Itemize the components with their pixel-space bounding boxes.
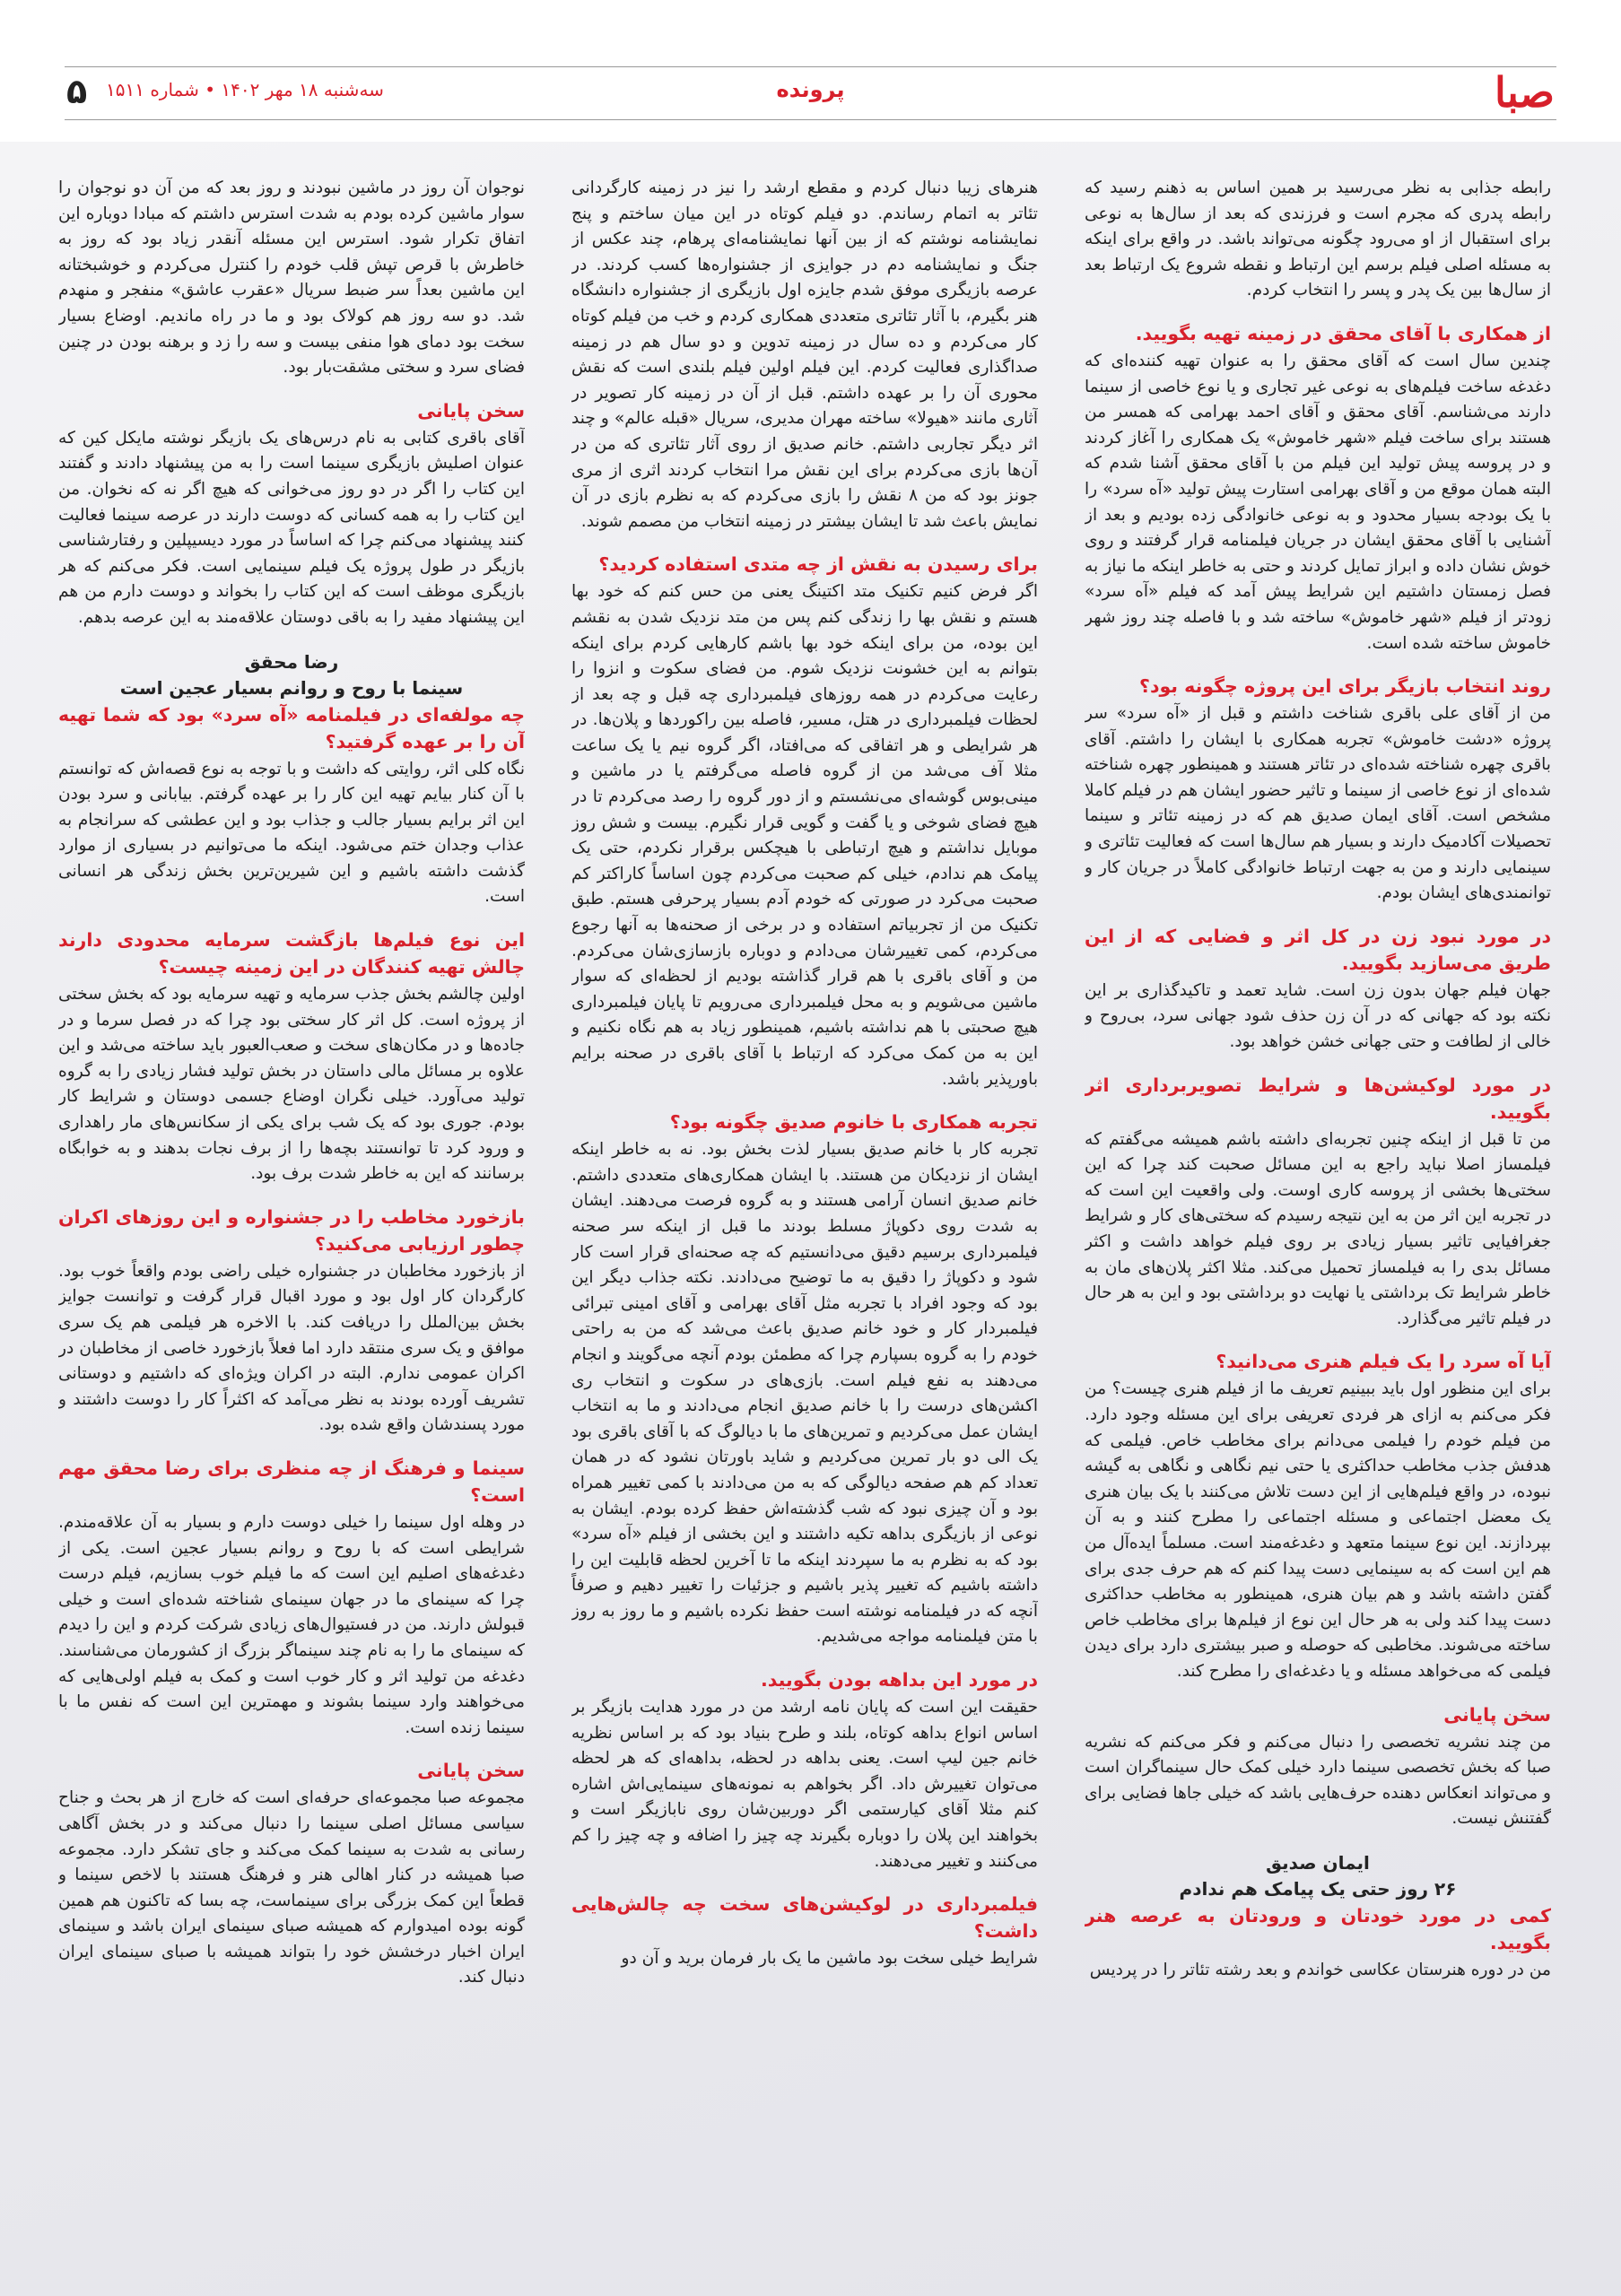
question-heading: در مورد نبود زن در کل اثر و فضایی که از این طریق می‌سازید بگویید. — [1085, 925, 1551, 974]
paragraph: شرایط خیلی سخت بود ماشین ما یک بار فرمان برید و آن دو — [621, 1949, 1038, 1969]
question-heading: از همکاری با آقای محقق در زمینه تهیه بگویید. — [1135, 322, 1551, 344]
paragraph: مجموعه صبا مجموعه‌ای حرفه‌ای است که خارج از هر بحث و جناح سیاسی مسائل اصلی سینما را دنبال می‌کند و در بخش آگاهی رسانی به شدت به سینما کمک می‌کند و جای تشکر دارد. مجموعه صبا همیشه در کنار اهالی هنر و فرهنگ هستند با لاخص سینما و قطعاً این کمک بزرگی برای سینماست، چه بسا که تاکنون هم همین گونه بوده امیدوارم که همیشه صبای سینمای ایران باشد و سینمای ایران اخبار درخشش خود را بتواند همیشه با صبای سینمای ایران دنبال کند. — [58, 1788, 525, 1987]
column-left — [58, 176, 525, 2266]
paragraph: جهان فیلم جهان بدون زن است. شاید تعمد و تاکیدگذاری بر این نکته بود که جهانی که در آن زن حذف شود جهانی سرد، بی‌روح و خالی از لطافت و حتی جهانی خشن خواهد بود. — [1085, 980, 1551, 1052]
question-heading: روند انتخاب بازیگر برای این پروژه چگونه بود؟ — [1139, 675, 1551, 698]
paragraph: حقیقت این است که پایان نامه ارشد من در مورد هدایت بازیگر بر اساس انواع بداهه کوتاه، بلند و طرح بنیاد بود که بر اساس نظریه خانم جین لیپ است. یعنی بداهه در لحظه، بداهه‌ای که هر لحظه می‌توان تغییرش داد. اگر بخواهم به نمونه‌های سینمایی‌اش اشاره کنم مثلا آقای کیارستمی اگر دوربین‌شان روی نابازیگر است و بخواهند این پلان را دوباره بگیرند چه چیز را اضافه و چه چیز را کم می‌کنند و تغییر می‌دهند. — [571, 1698, 1038, 1871]
interview-kicker: ۲۶ روز حتی یک پیامک هم ندادم — [1179, 1877, 1457, 1900]
question-heading: تجربه همکاری با خانوم صدیق چگونه بود؟ — [669, 1111, 1038, 1134]
paragraph: من از آقای علی باقری شناخت داشتم و قبل از «آه سرد» سر پروژه «دشت خاموش» تجربه همکاری با ایشان را داشتم. آقای باقری چهره شناخته شده‌ای در تئاتر هستند و همینطور چهره شناخته شده‌ای از نوع خاصی از سینما و تاثیر حضور ایشان هم در فیلم کاملا مشخص است. آقای ایمان صدیق هم که در زمینه تئاتر و سینما تحصیلات آکادمیک دارند و بسیار هم سال‌ها است که فعالیت تئاتری و سینمایی دارند و من به جهت ارتباط خانوادگی کاملاً در جریان کار و توانمندی‌های ایشان بودم. — [1085, 704, 1551, 903]
paragraph: اگر فرض کنیم تکنیک متد اکتینگ یعنی من حس کنم که خود بها هستم و نقش بها را زندگی کنم پس من متد نزدیک شدن به نقشم این بوده، من برای اینکه خود بها باشم کارهایی کردم برای اینکه بتوانم به این خشونت نزدیک شوم. من فضای سکوت و انزوا را رعایت می‌کردم در همه روزهای فیلمبرداری چه قبل و چه بعد از لحظات فیلمبرداری در هتل، مسیر، فاصله بین راکوردها و پلان‌ها. در هر شرایطی و هر اتفاقی که می‌افتاد، اگر گروه نیم یا یک ساعت مثلا آف می‌شد من از گروه فاصله می‌گرفتم یا در ماشین و مینی‌بوس گوشه‌ای می‌نشستم و از دور گروه را رصد می‌کردم تا در هیچ فضای شوخی و یا گفت و گویی قرار نگیرم. بیست و شش روز موبایل نداشتم و هیچ ارتباطی با هیچکس برقرار نکردم، حتی یک پیامک هم ندادم، خیلی کم صحبت می‌کردم چون اساساً کاراکتر کم صحبت می‌کرد در صورتی که خودم آدم بسیار پرحرفی هستم. طبق تکنیک من از تجربیاتم استفاده و در برخی از صحنه‌ها به آنها رجوع می‌کردم، کمی تغییرشان می‌دادم و دوباره بازسازی‌شان می‌کردم. من و آقای باقری با هم قرار گذاشته بودیم از لحظه‌ای که سوار ماشین می‌شویم و به محل فیلمبرداری می‌رویم تا پایان فیلمبرداری هیچ صحبتی با هم نداشته باشیم، همینطور زیاد به هم نگاه نکنیم و این به من کمک می‌کرد که ارتباط با آقای باقری در صحنه برایم باورپذیر باشد. — [571, 582, 1038, 1089]
page-number: ۵ — [66, 72, 88, 111]
paragraph: اولین چالشم بخش جذب سرمایه و تهیه سرمایه بود که بخش سختی از پروژه است. کل اثر کار سختی بود چرا که در فصل سرما و در جاده‌ها و در مکان‌های سخت و صعب‌العبور باید ساخته می‌شد و این علاوه بر مسائل مالی داستان در بخش تولید فشار زیادی را به گروه تولید می‌آورد. خیلی نگران اوضاع جسمی دوستان و شرایط کار بودم. جوری بود که یک شب برای یکی از سکانس‌های مار راهداری و ورود کرد تا توانستند بچه‌ها را از برف نجات بدهند و به خوابگاه برسانند که این به خاطر شدت برف بود. — [58, 985, 525, 1184]
section-title: پرونده — [776, 77, 845, 102]
paragraph: آقای باقری کتابی به نام درس‌های یک بازیگر نوشته مایکل کین که عنوان اصلیش بازیگری سینما است را به من پیشنهاد دادند و گفتند این کتاب را اگر در دو روز می‌خوانی که هیچ اگر نه که نخوان. من این کتاب را به همه کسانی که دوست دارند در عرصه سینما فعالیت کنند پیشنهاد می‌کنم چرا که اساساً در مورد دیسیپلین و رفتارشناسی بازیگر در طول پروژه یک فیلم سینمایی است. فکر می‌کنم که هر بازیگری موظف است که این کتاب را بخواند و دوست دارم من هم این پیشنهاد مفید را به باقی دوستان علاقه‌مند به این عرصه بدهم. — [58, 428, 525, 627]
paragraph: من در دوره هنرستان عکاسی خواندم و بعد رشته تئاتر را در پردیس — [1089, 1960, 1551, 1979]
interviewee-name: ایمان صدیق — [1266, 1851, 1370, 1874]
question-heading: سینما و فرهنگ از چه منظری برای رضا محقق مهم است؟ — [58, 1457, 525, 1506]
question-heading: چه مولفه‌ای در فیلمنامه «آه سرد» بود که شما تهیه آن را بر عهده گرفتید؟ — [58, 703, 525, 752]
question-heading: برای رسیدن به نقش از چه متدی استفاده کردید؟ — [598, 553, 1038, 576]
page-header — [0, 0, 1621, 142]
paragraph: تجربه کار با خانم صدیق بسیار لذت بخش بود. نه به خاطر اینکه ایشان از نزدیکان من هستند. با ایشان همکاری‌های متعددی داشتم. خانم صدیق انسان آرامی هستند و به گروه فرصت می‌دهند. ایشان به شدت روی دکوپاژ مسلط بودند ما قبل از اینکه سر صحنه فیلمبرداری برسیم دقیق می‌دانستیم که چه صحنه‌ای قرار است کار شود و دکوپاژ را دقیق به ما توضیح می‌دادند. نکته جذاب دیگر این بود که وجود افراد با تجربه مثل آقای بهرامی و آقای امینی تبرائی فیلمبردار کار و خود خانم صدیق باعث می‌شد که من به راحتی خودم را به گروه بسپارم چرا که مطمئن بودم آنچه می‌گویند و انجام می‌دهند به نفع فیلم است. بازی‌های در سکوت و انتخاب ری اکشن‌های درست را با خانم صدیق انجام می‌دادند و ما به انتخاب ایشان عمل می‌کردیم و تمرین‌های ما با دیالوگ که با آقای باقری بود یک الی دو بار تمرین می‌کردیم و شاید باورتان نشود که در همان تعداد کم هم صفحه دیالوگی که به من می‌دادند با کمی تغییر همراه بود و آن چیزی نبود که شب گذشته‌اش حفظ کرده بودم. ایشان به نوعی از بازیگری بداهه تکیه داشتند و این بخشی از فیلم «آه سرد» بود که به نظرم به ما سپردند اینکه ما تا آخرین لحظه قابلیت این را داشته باشیم که تغییر پذیر باشیم و جزئیات را تغییر دهیم و صرفاً آنچه که در فیلمنامه نوشته است حفظ نکرده باشیم و ما روز به روز با متن فیلمنامه مواجه می‌شدیم. — [571, 1140, 1038, 1647]
paragraph: نوجوان آن روز در ماشین نبودند و روز بعد که من آن دو نوجوان را سوار ماشین کرده بودم به شدت استرس داشتم که مبادا دوباره این اتفاق تکرار شود. استرس این مسئله آنقدر زیاد بود که روز به خاطرش با قرص تپش قلب خودم را کنترل می‌کردم و خوشبختانه این ماشین بعداً سر ضبط سریال «عقرب عاشق» منفجر و منهدم شد. دو سه روز هم کولاک بود و ما در راه ماندیم. اوضاع بسیار سخت بود دمای هوا منفی بیست و سه را زد و برهنه بودن در چنین فضای سرد و سختی مشقت‌بار بود. — [58, 178, 525, 378]
header-rule-bottom — [65, 119, 1556, 120]
paragraph: نگاه کلی اثر، روایتی که داشت و با توجه به نوع قصه‌اش که توانستم با آن کنار بیایم تهیه این کار را بر عهده گرفتم. بیابانی و سرد بودن این اثر برایم بسیار جالب و جذاب بود و این عطشی که سرانجام به عذاب وجدان ختم می‌شود. اینکه ما می‌توانیم در بسیاری از موارد گذشت داشته باشیم و این شیرین‌ترین بخش زندگی هر انسانی است. — [58, 759, 525, 907]
paragraph: برای این منظور اول باید ببینیم تعریف ما از فیلم هنری چیست؟ من فکر می‌کنم به ازای هر فردی تعریفی برای این مسئله وجود دارد. من فیلم خودم را فیلمی می‌دانم برای مخاطب خاص. فیلمی که هدفش جذب مخاطب حداکثری یا حتی نیم نگاهی و نگاهی به گیشه نبوده، در واقع فیلم‌هایی از این دست تلاش می‌کنند با یک بیان هنری یک معضل اجتماعی و مسئله اجتماعی را مطرح کنند و به آن بپردازند. این نوع سینما متعهد و دغدغه‌مند است. مسلماً ایده‌آل من هم این است که به سینمایی دست پیدا کنم که هم حرف جدی برای گفتن داشته باشد و هم بیان هنری، همینطور به مخاطب حداکثری دست پیدا کند ولی به هر حال این نوع از فیلم‌ها برای مخاطب خاص ساخته می‌شوند. مخاطبی که حوصله و صبر بیشتری دارد برای دیدن فیلمی که می‌خواهد مسئله و یا دغدغه‌ای را مطرح کند. — [1085, 1379, 1551, 1681]
question-heading: بازخورد مخاطب را در جشنواره و این روزهای اکران چطور ارزیابی می‌کنید؟ — [58, 1205, 525, 1255]
question-heading: در مورد این بداهه بودن بگویید. — [761, 1669, 1038, 1692]
question-heading: فیلمبرداری در لوکیشن‌های سخت چه چالش‌هایی داشت؟ — [571, 1893, 1038, 1943]
column-right — [1085, 176, 1551, 2266]
question-heading: آیا آه سرد را یک فیلم هنری می‌دانید؟ — [1216, 1351, 1551, 1373]
paragraph: هنرهای زیبا دنبال کردم و مقطع ارشد را نیز در زمینه کارگردانی تئاتر به اتمام رساندم. دو فیلم کوتاه در این میان ساختم و پنج نمایشنامه نوشتم که از بین آنها نمایشنامه‌ای پرهام، چند عکس از جنگ و نمایشنامه دم در جوایزی از جشنواره‌ها کسب کردند. در عرصه بازیگری موفق شدم جایزه اول بازیگری از جشنواره دانشگاه هنر بگیرم، با آثار تئاتری متعددی همکاری کردم و خب من فیلم کوتاه کار می‌کردم و ده سال در زمینه تدوین و دو سال هم در زمینه صداگذاری فعالیت کردم. این فیلم اولین فیلم بلندی است که نقش محوری آن را بر عهده داشتم. قبل از آن در زمینه کار تصویر در آثاری مانند «هیولا» ساخته مهران مدیری، سریال «قبله عالم» و چند اثر دیگر تجاربی داشتم. خانم صدیق از روی آثار تئاتری که من در آن‌ها بازی می‌کردم برای این نقش مرا انتخاب کردند اثری از مری جونز بود که من ۸ نقش را بازی می‌کردم که به نظرم بازی در آن نمایش باعث شد تا ایشان بیشتر در زمینه انتخاب من مصمم شوند. — [571, 178, 1038, 531]
question-heading: در مورد لوکیشن‌ها و شرایط تصویربرداری اثر بگویید. — [1085, 1074, 1551, 1123]
publication-logo: صبا — [1495, 68, 1555, 117]
question-heading: سخن پایانی — [417, 399, 525, 422]
paragraph: چندین سال است که آقای محقق را به عنوان تهیه کننده‌ای که دغدغه ساخت فیلم‌های به نوعی غیر تجاری و یا نوع خاصی از سینما دارند می‌شناسم. آقای محقق و آقای احمد بهرامی که همسر من هستند برای ساخت فیلم «شهر خاموش» یک همکاری را آغاز کردند و در پروسه پیش تولید این فیلم من با آقای محقق آشنا شدم که البته همان موقع من و آقای بهرامی استارت پیش تولید «آه سرد» را با یک بودجه بسیار محدود و به نوعی خانوادگی زده بودیم و بعد از آشنایی با آقای محقق ایشان در جریان فیلمنامه قرار گرفتند و روی خوش نشان داده و ابراز تمایل کردند و حتی به خاطر اینکه ما نیاز به فصل زمستان داشتیم این شرایط پیش آمد که فیلم «آه سرد» زودتر از فیلم «شهر خاموش» ساخته شد و با فاصله چند روز شهر خاموش ساخته شده است. — [1085, 351, 1551, 653]
paragraph: از بازخورد مخاطبان در جشنواره خیلی راضی بودم واقعاً خوب بود. کارگردان کار اول بود و مورد اقبال قرار گرفت و توانست جوایز بخش بین‌الملل را دریافت کند. با الاخره هر فیلمی هم یک سری موافق و یک سری منتقد دارد اما فعلاً بازخورد خاصی از مخاطبان در اکران عمومی ندارم. البته در اکران ویژه‌ای که داشتیم و دوستانی تشریف آورده بودند به نظر می‌آمد که اکثراً کار را دوست داشتند و مورد پسندشان واقع شده بود. — [58, 1261, 525, 1435]
question-heading: سخن پایانی — [1443, 1703, 1551, 1726]
paragraph: رابطه جذابی به نظر می‌رسید بر همین اساس به ذهنم رسید که رابطه پدری که مجرم است و فرزندی که بعد از سال‌ها به نوعی برای استقبال از او می‌رود چگونه می‌تواند باشد. در واقع برای اینکه به مسئله اصلی فیلم برسم این ارتباط و نقطه شروع یک ارتباط بعد از سال‌ها بین یک پدر و پسر را انتخاب کردم. — [1085, 178, 1551, 300]
interviewee-name: رضا محقق — [244, 650, 339, 673]
issue-info: سه‌شنبه ۱۸ مهر ۱۴۰۲ • شماره ۱۵۱۱ — [106, 79, 384, 100]
question-heading: سخن پایانی — [417, 1760, 525, 1782]
paragraph: من چند نشریه تخصصی را دنبال می‌کنم و فکر می‌کنم که نشریه صبا که بخش تخصصی سینما دارد خیلی کمک حال سینماگران است و می‌تواند انعکاس دهنده حرف‌هایی باشد که خیلی جاها فضایی برای گفتنش نیست. — [1085, 1732, 1551, 1829]
column-middle — [571, 176, 1038, 2266]
header-rule-top — [65, 66, 1556, 67]
question-heading: این نوع فیلم‌ها بازگشت سرمایه محدودی دارند چالش تهیه کنندگان در این زمینه چیست؟ — [58, 929, 525, 978]
paragraph: من تا قبل از اینکه چنین تجربه‌ای داشته باشم همیشه می‌گفتم که فیلمساز اصلا نباید راجع به این مسائل صحبت کند چرا که این سختی‌ها بخشی از پروسه کاری اوست. ولی واقعیت این است که در تجربه این اثر من به این نتیجه رسیدم که سختی‌های کار و شرایط جغرافیایی تاثیر بسیار زیادی بر روی فیلم خواهد داشت و اکثر مسائل بدی را به فیلمساز تحمیل می‌کند. مثلا اکثر پلان‌های مان به خاطر شرایط تک برداشتی یا نهایت دو برداشتی بود و این به هر حال در فیلم تاثیر می‌گذارد. — [1085, 1129, 1551, 1328]
paragraph: در وهله اول سینما را خیلی دوست دارم و بسیار به آن علاقه‌مندم. شرایطی است که با روح و روانم بسیار عجین است. یکی از دغدغه‌های اصلیم این است که ما فیلم خوب بسازیم، فیلم درست چرا که سینمای ما در جهان سینمای شناخته شده‌ای است و خیلی قبولش دارند. من در فستیوال‌های زیادی شرکت کردم و این را دیدم که سینمای ما را به نام چند سینماگر بزرگ از کشورمان می‌شناسند. دغدغه من تولید اثر و کار خوب است و کمک به فیلم اولی‌هایی که می‌خواهند وارد سینما بشوند و مهمترین این است که نفس ما با سینما زنده است. — [58, 1512, 525, 1737]
question-heading: کمی در مورد خودتان و ورودتان به عرصه هنر بگویید. — [1085, 1904, 1551, 1953]
interview-kicker: سینما با روح و روانم بسیار عجین است — [119, 676, 464, 699]
